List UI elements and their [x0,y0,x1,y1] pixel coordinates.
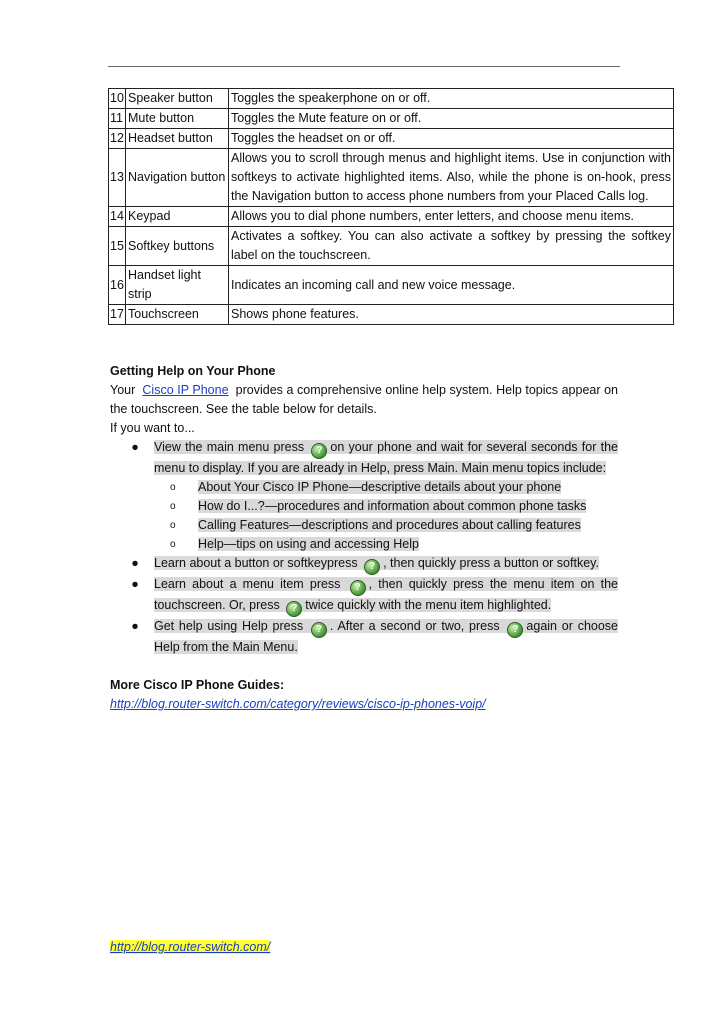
table-row [109,227,674,266]
key-name: Touchscreen [126,305,229,325]
topic-item [154,497,618,516]
sub-dot: o [170,482,176,493]
intro-post: provides a comprehensive online help system. Help topics appear on the touchscreen. See the table below for details. [110,383,618,416]
key-name: Navigation button [126,149,229,207]
row-number: 10 [109,89,126,109]
help-icon: ? [286,601,302,617]
help-icon: ? [311,443,327,459]
bullet-main-menu [110,438,618,554]
row-number: 14 [109,207,126,227]
footer-url-link[interactable]: http://blog.router-switch.com/ [110,940,271,954]
table-row [109,149,674,207]
row-number: 17 [109,305,126,325]
key-description: Allows you to dial phone numbers, enter letters, and choose menu items. [229,207,674,227]
bullet-dot: ● [131,556,139,570]
topic-text: How do I...?—procedures and information about common phone tasks [198,499,587,513]
b4-text-b: . After a second or two, press [329,619,500,633]
guides-link-line [110,695,618,714]
key-description: Toggles the Mute feature on or off. [229,109,674,129]
bullet-dot: ● [131,577,139,591]
intro-pre: Your [110,383,136,397]
help-icon: ? [507,622,523,638]
help-icon: ? [364,559,380,575]
bullet-dot: ● [131,440,139,454]
b4-text-a: Get help using Help press [154,619,304,633]
help-content [110,362,618,714]
b2-text-b: , then quickly press a button or softkey. [383,556,599,570]
row-number: 12 [109,129,126,149]
help-bullets [110,438,618,657]
bullet-dot: ● [131,619,139,633]
b4-text-c: again or choose Help from the Main Menu. [154,619,618,654]
key-name: Handset light strip [126,266,229,305]
sub-dot: o [170,501,176,512]
topic-item [154,478,618,497]
bullet-help-on-help [110,617,618,657]
b3-text-b: , then quickly press the menu item on the touchscreen. Or, press [154,577,618,612]
key-description: Allows you to scroll through menus and highlight items. Use in conjunction with softkeys to activate highlighted items. Also, while the phone is on-hook, press the Navigation button to access phone numbers from your Placed Calls log. [229,149,674,207]
row-number: 11 [109,109,126,129]
cisco-ip-phone-link[interactable]: Cisco IP Phone [142,383,229,397]
row-number: 16 [109,266,126,305]
sub-dot: o [170,520,176,531]
key-name: Headset button [126,129,229,149]
key-description: Toggles the speakerphone on or off. [229,89,674,109]
key-description: Shows phone features. [229,305,674,325]
table-row [109,207,674,227]
b3-text-a: Learn about a menu item press [154,577,341,591]
bullet-button-help [110,554,618,575]
key-name: Speaker button [126,89,229,109]
topic-item [154,516,618,535]
b2-text-a: Learn about a button or softkeypress [154,556,358,570]
want-to-text: If you want to... [110,421,195,435]
table-row [109,129,674,149]
help-icon: ? [350,580,366,596]
header-rule [108,66,620,67]
key-name: Softkey buttons [126,227,229,266]
phone-keys-table [108,88,674,325]
table-row [109,109,674,129]
table-row [109,305,674,325]
b1-text-b: on your phone and wait for several seconds for the menu to display. If you are already in Help, press Main. Main menu topics include: [154,440,618,475]
menu-topics [154,478,618,554]
key-name: Keypad [126,207,229,227]
page-footer [110,938,270,957]
key-description: Toggles the headset on or off. [229,129,674,149]
b1-text-a: View the main menu press [154,440,305,454]
topic-text: Calling Features—descriptions and procedures about calling features [198,518,581,532]
help-heading: Getting Help on Your Phone [110,364,276,378]
bullet-menu-item-help [110,575,618,617]
table-row [109,89,674,109]
topic-text: About Your Cisco IP Phone—descriptive details about your phone [198,480,562,494]
key-description: Activates a softkey. You can also activate a softkey by pressing the softkey label on the touchscreen. [229,227,674,266]
table-row [109,266,674,305]
b3-text-c: twice quickly with the menu item highlighted. [305,598,552,612]
row-number: 15 [109,227,126,266]
guides-url-link[interactable]: http://blog.router-switch.com/category/reviews/cisco-ip-phones-voip/ [110,697,486,711]
topic-text: Help—tips on using and accessing Help [198,537,419,551]
topic-item [154,535,618,554]
row-number: 13 [109,149,126,207]
help-icon: ? [311,622,327,638]
guides-heading: More Cisco IP Phone Guides: [110,678,285,692]
help-intro [110,381,618,419]
sub-dot: o [170,539,176,550]
key-name: Mute button [126,109,229,129]
spacer [110,657,618,676]
key-description: Indicates an incoming call and new voice message. [229,266,674,305]
